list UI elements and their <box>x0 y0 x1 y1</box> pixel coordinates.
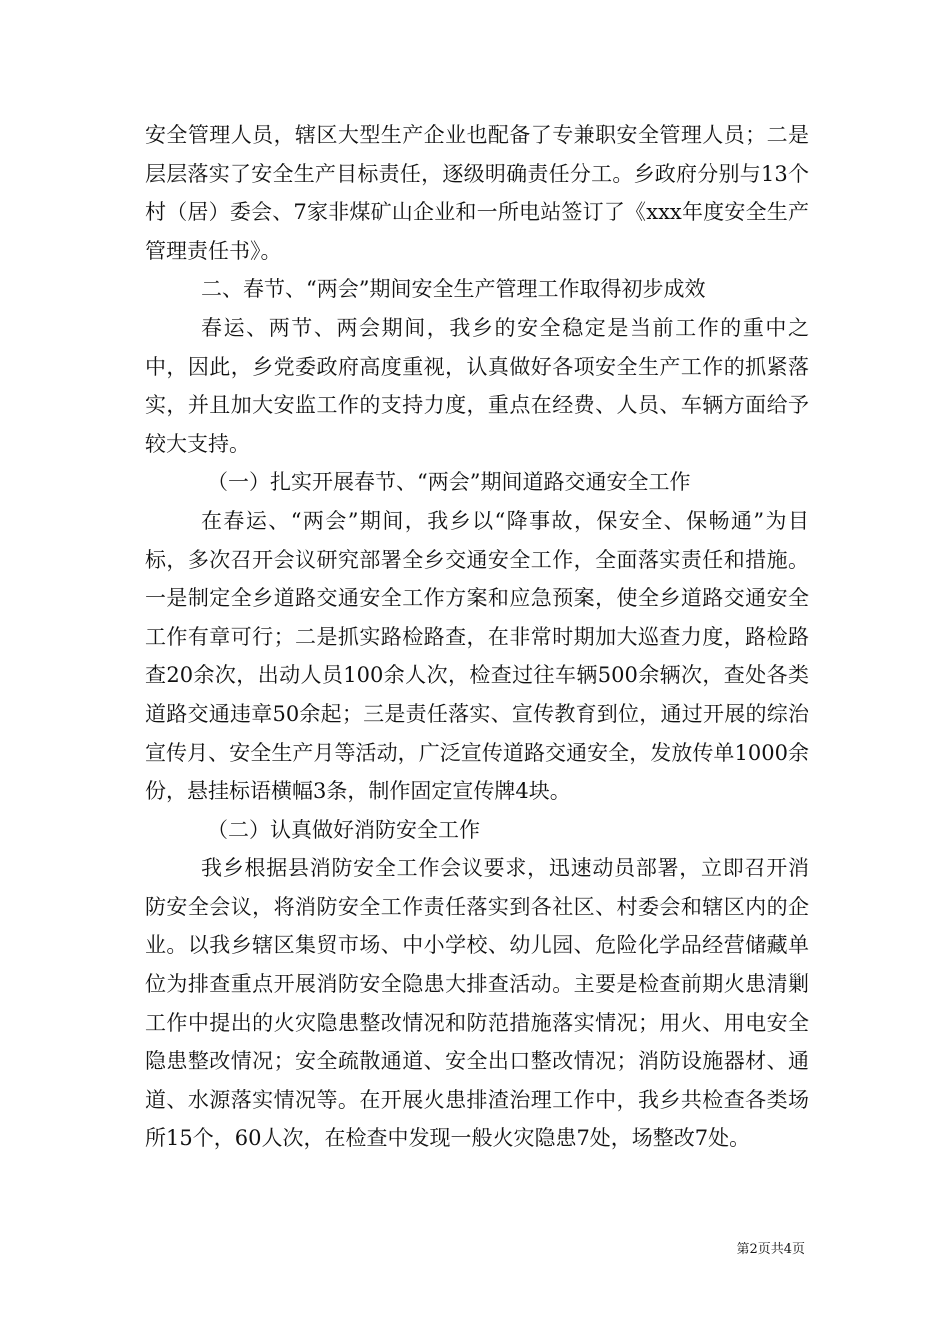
paragraph-spring-festival: 春运、两节、两会期间，我乡的安全稳定是当前工作的重中之中，因此，乡党委政府高度重视，认真做好各项安全生产工作的抓紧落实，并且加大安监工作的支持力度，重点在经费、人员、车辆方面给予较大支持。 <box>145 315 809 456</box>
paragraph-continuation: 安全管理人员，辖区大型生产企业也配备了专兼职安全管理人员；二是层层落实了安全生产目标责任，逐级明确责任分工。乡政府分别与13个村（居）委会、7家非煤矿山企业和一所电站签订了《xxx年度安全生产管理责任书》。 <box>145 123 809 263</box>
paragraph-road-traffic: 在春运、“两会”期间，我乡以“降事故，保安全、保畅通”为目标，多次召开会议研究部署全乡交通安全工作，全面落实责任和措施。一是制定全乡道路交通安全工作方案和应急预案，使全乡道路交通安全工作有章可行；二是抓实路检路查，在非常时期加大巡查力度，路检路查20余次，出动人员100余人次，检查过往车辆500余辆次，查处各类道路交通违章50余起；三是责任落实、宣传教育到位，通过开展的综治宣传月、安全生产月等活动，广泛宣传道路交通安全，发放传单1000余份，悬挂标语横幅3条，制作固定宣传牌4块。 <box>145 508 809 804</box>
paragraph-fire-safety: 我乡根据县消防安全工作会议要求，迅速动员部署，立即召开消防安全会议，将消防安全工作责任落实到各社区、村委会和辖区内的企业。以我乡辖区集贸市场、中小学校、幼儿园、危险化学品经营储藏单位为排查重点开展消防安全隐患大排查活动。主要是检查前期火患清剿工作中提出的火灾隐患整改情况和防范措施落实情况；用火、用电安全隐患整改情况；安全疏散通道、安全出口整改情况；消防设施器材、通道、水源落实情况等。在开展火患排渣治理工作中，我乡共检查各类场所15个，60人次，在检查中发现一般火灾隐患7处，场整改7处。 <box>145 856 809 1151</box>
section-heading-2: 二、春节、“两会”期间安全生产管理工作取得初步成效 <box>201 277 706 302</box>
document-body <box>145 116 809 1158</box>
page-number-footer: 第2页共4页 <box>736 1242 805 1257</box>
subsection-heading-1: （一）扎实开展春节、“两会”期间道路交通安全工作 <box>207 470 691 495</box>
subsection-heading-2: （二）认真做好消防安全工作 <box>207 817 480 842</box>
